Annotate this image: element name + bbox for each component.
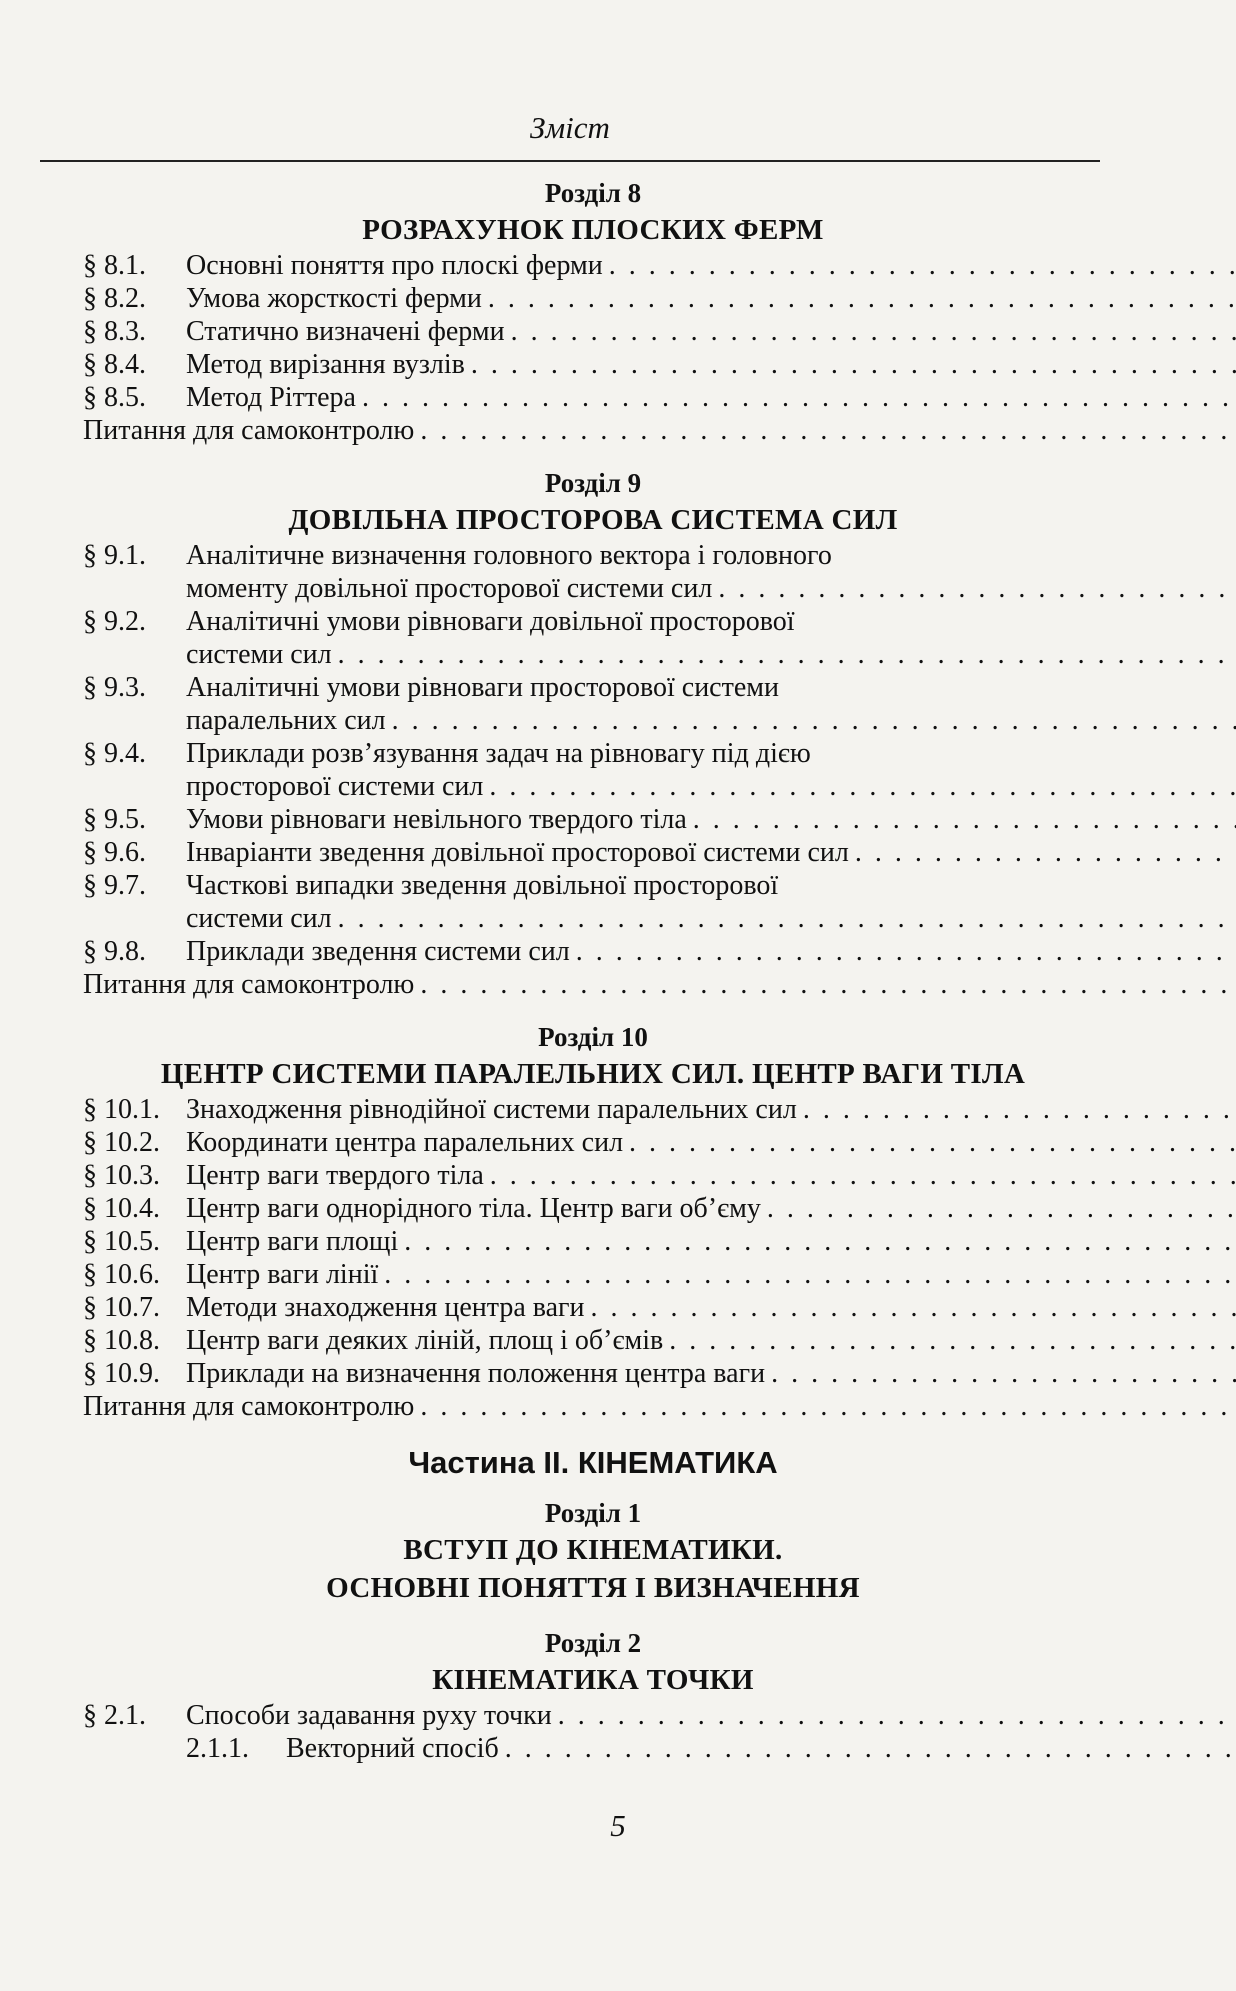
entry-body [186, 803, 1236, 836]
entry-last-line [186, 1192, 1236, 1225]
table-of-contents [83, 175, 1103, 1765]
entry-body [286, 1732, 1236, 1765]
entry-last-line [83, 968, 1236, 1001]
entry-last-line [286, 1732, 1236, 1765]
dot-leader [767, 1192, 1236, 1225]
entry-title-line: Приклади зведення системи сил [186, 936, 570, 967]
toc-entry [83, 348, 1103, 381]
entry-title-line: Знаходження рівнодійної системи паралельних сил [186, 1094, 797, 1125]
entry-number: § 10.8. [83, 1325, 160, 1356]
entry-body [186, 1258, 1236, 1291]
toc-entry [83, 539, 1103, 605]
dot-leader [490, 1159, 1236, 1192]
entry-title-line: Питання для самоконтролю [83, 1391, 415, 1422]
entry-last-line [186, 638, 1236, 671]
toc-entry-review-questions [83, 1390, 1103, 1423]
dot-leader [420, 1390, 1236, 1423]
entry-number: § 8.5. [83, 382, 146, 413]
toc-entry [83, 381, 1103, 414]
section-number: Розділ 10 [538, 1022, 648, 1052]
toc-entry [83, 605, 1103, 671]
dot-leader [629, 1126, 1236, 1159]
dot-leader [803, 1093, 1236, 1126]
toc-entry [83, 1258, 1103, 1291]
dot-leader [718, 572, 1236, 605]
entry-last-line [186, 770, 1236, 803]
entry-body [186, 282, 1236, 315]
entry-title-line: Основні поняття про плоскі ферми [186, 250, 603, 281]
entry-title-line: Аналітичне визначення головного вектора і головного [186, 540, 832, 571]
entry-title-line: Центр ваги твердого тіла [186, 1160, 484, 1191]
entry-last-line [186, 1357, 1236, 1390]
section-title: ЦЕНТР СИСТЕМИ ПАРАЛЕЛЬНИХ СИЛ. ЦЕНТР ВАГИ ТІЛА [160, 1058, 1026, 1090]
entry-body [186, 539, 1236, 605]
entry-last-line [186, 935, 1236, 968]
dot-leader [558, 1699, 1236, 1732]
entry-title-line: Центр ваги деяких ліній, площ і об’ємів [186, 1325, 664, 1356]
entry-number: § 10.4. [83, 1193, 160, 1224]
entry-last-line [186, 1324, 1236, 1357]
dot-leader [669, 1324, 1236, 1357]
toc-entry [83, 315, 1103, 348]
entry-number: § 10.1. [83, 1094, 160, 1125]
entry-last-line [186, 1126, 1236, 1159]
entry-body [186, 1192, 1236, 1225]
entry-number: § 10.2. [83, 1127, 160, 1158]
entry-last-line [186, 902, 1236, 935]
entry-body [186, 1324, 1236, 1357]
section-title: ВСТУП ДО КІНЕМАТИКИ. [403, 1534, 783, 1566]
dot-leader [420, 968, 1236, 1001]
entry-last-line [186, 1093, 1236, 1126]
entry-title-line: моменту довільної просторової системи сил [186, 573, 713, 604]
toc-entry [83, 1159, 1103, 1192]
dot-leader [489, 770, 1236, 803]
entry-last-line [186, 1159, 1236, 1192]
toc-entry [83, 1126, 1103, 1159]
entry-number: § 9.8. [83, 936, 146, 967]
toc-entry-review-questions [83, 414, 1103, 447]
toc-entry [83, 1357, 1103, 1390]
dot-leader [855, 836, 1236, 869]
entry-body [186, 1159, 1236, 1192]
entry-body [186, 1093, 1236, 1126]
entry-title-line: Способи задавання руху точки [186, 1700, 552, 1731]
toc-entry [83, 1291, 1103, 1324]
entry-title-line: Центр ваги площі [186, 1226, 399, 1257]
entry-number: § 8.3. [83, 316, 146, 347]
entry-title-line: системи сил [186, 903, 332, 934]
entry-title-line: Центр ваги однорідного тіла. Центр ваги об’єму [186, 1193, 761, 1224]
entry-title-line: системи сил [186, 639, 332, 670]
entry-body [83, 1390, 1236, 1423]
entry-title-line: Умови рівноваги невільного твердого тіла [186, 804, 687, 835]
dot-leader [338, 638, 1236, 671]
entry-last-line [186, 572, 1236, 605]
dot-leader [384, 1258, 1236, 1291]
entry-title-line: Методи знаходження центра ваги [186, 1292, 585, 1323]
page-number: 5 [610, 1808, 626, 1843]
dot-leader [511, 315, 1236, 348]
entry-number: § 2.1. [83, 1700, 146, 1731]
entry-body [186, 1699, 1236, 1732]
entry-last-line [186, 704, 1236, 737]
entry-body [186, 836, 1236, 869]
entry-title-line: Векторний спосіб [286, 1733, 499, 1764]
entry-title-line: Координати центра паралельних сил [186, 1127, 624, 1158]
entry-title-line: Метод вирізання вузлів [186, 349, 465, 380]
entry-title-line: Метод Ріттера [186, 382, 356, 413]
entry-title-line: Центр ваги лінії [186, 1259, 379, 1290]
section-gap [83, 1001, 1103, 1019]
toc-entry [83, 282, 1103, 315]
dot-leader [609, 249, 1236, 282]
entry-body [186, 605, 1236, 671]
dot-leader [576, 935, 1236, 968]
entry-title-line: Питання для самоконтролю [83, 415, 415, 446]
dot-leader [362, 381, 1236, 414]
entry-last-line [186, 836, 1236, 869]
entry-title-line: Питання для самоконтролю [83, 969, 415, 1000]
section-number: Розділ 2 [544, 1628, 642, 1658]
toc-entry [83, 1093, 1103, 1126]
toc-entry [83, 737, 1103, 803]
entry-number: § 9.7. [83, 870, 146, 901]
entry-number: § 10.9. [83, 1358, 160, 1389]
section-title: ОСНОВНІ ПОНЯТТЯ І ВИЗНАЧЕННЯ [326, 1572, 860, 1604]
dot-leader [771, 1357, 1236, 1390]
entry-body [186, 1357, 1236, 1390]
running-header: Зміст [530, 110, 610, 145]
entry-last-line [83, 414, 1236, 447]
section-number: Розділ 9 [544, 468, 642, 498]
entry-last-line [186, 249, 1236, 282]
entry-number: § 8.2. [83, 283, 146, 314]
entry-body [186, 869, 1236, 935]
entry-title-line: Приклади на визначення положення центра ваги [186, 1358, 766, 1389]
entry-number: § 8.1. [83, 250, 146, 281]
entry-title-line: Умова жорсткості ферми [186, 283, 482, 314]
entry-last-line [186, 1225, 1236, 1258]
toc-entry [83, 836, 1103, 869]
dot-leader [338, 902, 1236, 935]
entry-number: § 10.3. [83, 1160, 160, 1191]
toc-entry [83, 1699, 1103, 1732]
entry-last-line [186, 803, 1236, 836]
entry-body [186, 1225, 1236, 1258]
entry-last-line [186, 1699, 1236, 1732]
entry-number: § 9.4. [83, 738, 146, 769]
section-number: Розділ 1 [544, 1498, 642, 1528]
entry-body [186, 737, 1236, 803]
entry-number: § 10.6. [83, 1259, 160, 1290]
dot-leader [471, 348, 1236, 381]
toc-entry [83, 1192, 1103, 1225]
entry-title-line: просторової системи сил [186, 771, 484, 802]
entry-body [186, 671, 1236, 737]
dot-leader [404, 1225, 1236, 1258]
part-title: Частина ІІ. КІНЕМАТИКА [408, 1445, 778, 1480]
section-title: РОЗРАХУНОК ПЛОСКИХ ФЕРМ [362, 214, 824, 246]
entry-last-line [186, 381, 1236, 414]
entry-body [186, 315, 1236, 348]
entry-title-line: Аналітичні умови рівноваги просторової системи [186, 672, 779, 703]
entry-number: § 10.5. [83, 1226, 160, 1257]
toc-entry [83, 249, 1103, 282]
entry-last-line [186, 348, 1236, 381]
section-title: ДОВІЛЬНА ПРОСТОРОВА СИСТЕМА СИЛ [288, 504, 898, 536]
toc-entry [83, 803, 1103, 836]
entry-last-line [186, 1291, 1236, 1324]
entry-last-line [186, 1258, 1236, 1291]
entry-last-line [186, 315, 1236, 348]
toc-entry [83, 671, 1103, 737]
section-title: КІНЕМАТИКА ТОЧКИ [432, 1664, 754, 1696]
entry-number: § 9.1. [83, 540, 146, 571]
toc-entry [83, 1324, 1103, 1357]
toc-entry [83, 935, 1103, 968]
entry-title-line: Приклади розв’язування задач на рівновагу під дією [186, 738, 811, 769]
toc-entry [83, 1732, 1103, 1765]
entry-last-line [186, 282, 1236, 315]
section-gap [83, 447, 1103, 465]
entry-title-line: паралельних сил [186, 705, 386, 736]
entry-title-line: Аналітичні умови рівноваги довільної просторової [186, 606, 795, 637]
entry-title-line: Часткові випадки зведення довільної просторової [186, 870, 779, 901]
entry-number: § 9.2. [83, 606, 146, 637]
entry-body [186, 1291, 1236, 1324]
entry-number: § 8.4. [83, 349, 146, 380]
entry-title-line: Інваріанти зведення довільної просторової системи сил [186, 837, 849, 868]
entry-last-line [83, 1390, 1236, 1423]
entry-body [186, 249, 1236, 282]
section-gap [83, 1607, 1103, 1625]
entry-number: § 9.3. [83, 672, 146, 703]
entry-number: 2.1.1. [186, 1733, 249, 1764]
dot-leader [693, 803, 1236, 836]
dot-leader [392, 704, 1236, 737]
header-rule [40, 160, 1100, 162]
entry-body [186, 348, 1236, 381]
dot-leader [591, 1291, 1236, 1324]
toc-entry [83, 869, 1103, 935]
entry-number: § 9.5. [83, 804, 146, 835]
entry-body [186, 935, 1236, 968]
entry-body [186, 381, 1236, 414]
toc-entry [83, 1225, 1103, 1258]
toc-entry-review-questions [83, 968, 1103, 1001]
entry-body [83, 414, 1236, 447]
entry-body [186, 1126, 1236, 1159]
entry-number: § 9.6. [83, 837, 146, 868]
dot-leader [488, 282, 1236, 315]
entry-number: § 10.7. [83, 1292, 160, 1323]
section-number: Розділ 8 [544, 178, 642, 208]
entry-title-line: Статично визначені ферми [186, 316, 505, 347]
dot-leader [505, 1732, 1236, 1765]
entry-body [83, 968, 1236, 1001]
dot-leader [420, 414, 1236, 447]
